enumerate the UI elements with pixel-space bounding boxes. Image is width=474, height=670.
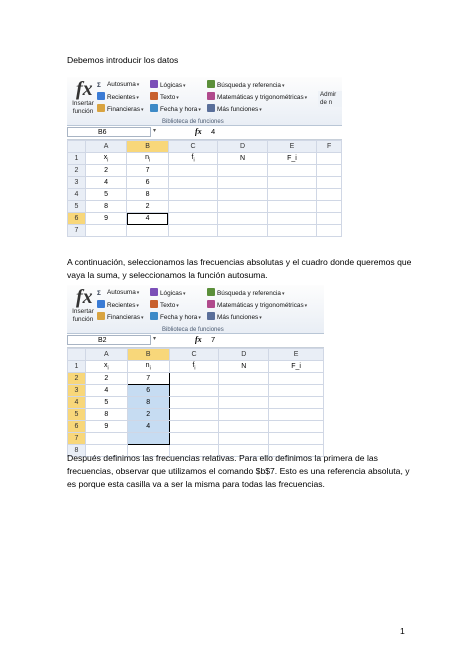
cell[interactable] — [168, 189, 217, 201]
fx-icon[interactable]: fx — [195, 127, 202, 136]
cell[interactable] — [85, 433, 127, 445]
column-header-a[interactable]: A — [85, 141, 127, 153]
spreadsheet-grid — [67, 140, 342, 237]
cell[interactable] — [267, 213, 316, 225]
formula-bar — [67, 334, 324, 348]
more-functions-button[interactable]: Más funciones▾ — [207, 312, 262, 322]
insert-function-icon[interactable]: fx — [76, 78, 93, 100]
cell[interactable] — [317, 189, 342, 201]
cell[interactable] — [168, 213, 217, 225]
header-cell-n[interactable]: $n_i$ — [127, 153, 169, 165]
formula-bar — [67, 126, 342, 140]
logical-button[interactable]: Lógicas▾ — [150, 288, 186, 298]
cell[interactable] — [269, 373, 324, 385]
chevron-down-icon: ▾ — [136, 82, 140, 88]
cell[interactable] — [168, 165, 217, 177]
lookup-icon — [207, 288, 215, 296]
cell-n[interactable]: 6 — [127, 177, 169, 189]
selected-cell-n[interactable]: 2 — [127, 409, 169, 421]
cell[interactable] — [269, 409, 324, 421]
cell[interactable] — [269, 433, 324, 445]
chevron-down-icon: ▾ — [141, 107, 144, 113]
cell-x[interactable]: 9 — [85, 213, 127, 225]
name-box[interactable]: B2 — [67, 335, 151, 345]
row-header[interactable]: 7 — [68, 433, 86, 445]
row-header[interactable]: 4 — [68, 189, 86, 201]
cell-n[interactable]: 2 — [127, 201, 169, 213]
calendar-icon — [150, 104, 158, 112]
name-box[interactable]: B6 — [67, 127, 151, 137]
row-header[interactable]: 3 — [68, 177, 86, 189]
cell[interactable] — [219, 373, 269, 385]
more-functions-button[interactable]: Más funciones▾ — [207, 104, 262, 114]
row-header[interactable]: 3 — [68, 385, 86, 397]
chevron-down-icon: ▾ — [281, 291, 285, 297]
row-header[interactable]: 7 — [68, 225, 86, 237]
autosum-paragraph: A continuación, seleccionamos las frecuencias absolutas y el cuadro donde queremos que vaya la suma, y seleccionamos la función autosuma. — [67, 257, 412, 280]
cell[interactable] — [269, 385, 324, 397]
insert-function-icon[interactable]: fx — [76, 286, 93, 308]
name-manager-button[interactable]: Admir de n — [318, 91, 342, 107]
excel-screenshot-2 — [67, 285, 324, 454]
cell[interactable] — [219, 385, 269, 397]
chevron-down-icon: ▾ — [304, 95, 308, 101]
formulas-ribbon — [67, 77, 342, 126]
sigma-icon: Σ — [97, 82, 101, 89]
row-header[interactable]: 4 — [68, 397, 86, 409]
cell[interactable] — [219, 421, 269, 433]
math-trig-button[interactable]: Matemáticas y trigonométricas▾ — [207, 300, 307, 310]
cell[interactable] — [168, 177, 217, 189]
chevron-down-icon: ▾ — [176, 95, 179, 101]
column-header-c[interactable]: C — [169, 349, 219, 361]
page-number: 1 — [400, 626, 405, 636]
cell[interactable] — [218, 177, 267, 189]
cell[interactable] — [317, 153, 342, 165]
insert-function-label[interactable]: Insertar función — [72, 308, 94, 323]
function-library-label: Biblioteca de funciones — [162, 119, 224, 125]
chevron-down-icon: ▾ — [198, 107, 201, 113]
chevron-down-icon: ▾ — [183, 83, 186, 89]
chevron-down-icon: ▾ — [281, 83, 285, 89]
cell[interactable] — [267, 165, 316, 177]
chevron-down-icon: ▾ — [183, 291, 186, 297]
financial-button[interactable]: Financieras▾ — [97, 312, 144, 322]
cell[interactable] — [169, 385, 219, 397]
cell-x[interactable]: 2 — [85, 165, 127, 177]
cell[interactable] — [219, 397, 269, 409]
active-cell[interactable]: 4 — [127, 213, 169, 225]
formula-input[interactable]: 7 — [211, 335, 216, 344]
sum-target-cell[interactable] — [127, 433, 169, 445]
column-header-e[interactable]: E — [267, 141, 316, 153]
recent-icon — [97, 92, 105, 100]
cell[interactable] — [169, 433, 219, 445]
active-cell[interactable]: 7 — [127, 373, 169, 385]
cell[interactable] — [168, 225, 217, 237]
more-functions-icon — [207, 104, 215, 112]
cell[interactable] — [168, 201, 217, 213]
header-cell-x[interactable]: $x_i$ — [85, 361, 127, 373]
chevron-down-icon: ▾ — [136, 303, 139, 309]
date-time-button[interactable]: Fecha y hora▾ — [150, 312, 201, 322]
selected-cell-n[interactable]: 6 — [127, 385, 169, 397]
math-icon — [207, 300, 215, 308]
cell-x[interactable]: 8 — [85, 409, 127, 421]
cell-x[interactable]: 4 — [85, 177, 127, 189]
row-header[interactable]: 8 — [68, 445, 86, 457]
spreadsheet-grid — [67, 348, 324, 457]
lookup-button[interactable]: Búsqueda y referencia▾ — [207, 80, 284, 90]
text-button[interactable]: Texto▾ — [150, 300, 179, 310]
text-icon — [150, 300, 158, 308]
cell-n[interactable]: 7 — [127, 165, 169, 177]
cell[interactable] — [219, 409, 269, 421]
function-library-label: Biblioteca de funciones — [162, 327, 224, 333]
sigma-icon: Σ — [97, 290, 101, 297]
cell[interactable] — [317, 201, 342, 213]
recent-icon — [97, 300, 105, 308]
selected-cell-n[interactable]: 4 — [127, 421, 169, 433]
chevron-down-icon: ▾ — [304, 303, 308, 309]
math-icon — [207, 92, 215, 100]
column-header-f[interactable]: F — [317, 141, 342, 153]
intro-paragraph: Debemos introducir los datos — [67, 55, 179, 65]
cell-x[interactable]: 4 — [85, 385, 127, 397]
row-header[interactable]: 6 — [68, 421, 86, 433]
chevron-down-icon[interactable]: ▾ — [153, 336, 157, 342]
row-header[interactable]: 1 — [68, 153, 86, 165]
autosum-button[interactable]: Σ Autosuma▾ — [97, 81, 140, 89]
column-header-c[interactable]: C — [168, 141, 217, 153]
chevron-down-icon: ▾ — [259, 107, 262, 113]
column-header-d[interactable]: D — [218, 141, 267, 153]
chevron-down-icon: ▾ — [259, 315, 262, 321]
chevron-down-icon: ▾ — [136, 95, 139, 101]
more-functions-icon — [207, 312, 215, 320]
row-header[interactable]: 5 — [68, 409, 86, 421]
cell-x[interactable]: 5 — [85, 397, 127, 409]
cell[interactable] — [317, 225, 342, 237]
cell[interactable] — [317, 165, 342, 177]
chevron-down-icon: ▾ — [136, 290, 140, 296]
column-header-a[interactable]: A — [85, 349, 127, 361]
calendar-icon — [150, 312, 158, 320]
cell[interactable] — [317, 213, 342, 225]
cell[interactable] — [269, 421, 324, 433]
cell[interactable] — [269, 397, 324, 409]
financial-button[interactable]: Financieras▾ — [97, 104, 144, 114]
cell[interactable] — [218, 213, 267, 225]
cell[interactable] — [219, 433, 269, 445]
autosum-button[interactable]: Σ Autosuma▾ — [97, 289, 140, 297]
text-icon — [150, 92, 158, 100]
row-header[interactable]: 2 — [68, 373, 86, 385]
column-header-b[interactable]: B — [127, 141, 169, 153]
recent-button[interactable]: Recientes▾ — [97, 92, 139, 102]
column-header-d[interactable]: D — [219, 349, 269, 361]
selected-cell-n[interactable]: 8 — [127, 397, 169, 409]
cell[interactable] — [218, 225, 267, 237]
excel-screenshot-1 — [67, 77, 342, 247]
cell[interactable] — [267, 189, 316, 201]
header-cell-F[interactable]: F_i — [269, 361, 324, 373]
cell[interactable] — [85, 225, 127, 237]
cell[interactable] — [218, 165, 267, 177]
logical-icon — [150, 80, 158, 88]
header-cell-x[interactable]: $x_i$ — [85, 153, 127, 165]
cell[interactable] — [169, 409, 219, 421]
corner-cell[interactable] — [68, 349, 86, 361]
lookup-icon — [207, 80, 215, 88]
cell[interactable] — [218, 201, 267, 213]
cell[interactable] — [169, 397, 219, 409]
cell[interactable] — [267, 201, 316, 213]
cell[interactable] — [267, 177, 316, 189]
cell[interactable] — [169, 373, 219, 385]
cell[interactable] — [317, 177, 342, 189]
column-header-e[interactable]: E — [269, 349, 324, 361]
date-time-button[interactable]: Fecha y hora▾ — [150, 104, 201, 114]
relative-frequency-paragraph: Después definimos las frecuencias relativas. Para ello definimos la primera de las frecuencias, observar que utilizamos el comando $b$7. Esto es una referencia absoluta, y es porque esta casilla va a ser la misma para todas las frecuencias. — [67, 453, 410, 489]
cell-x[interactable]: 9 — [85, 421, 127, 433]
corner-cell[interactable] — [68, 141, 86, 153]
fx-icon[interactable]: fx — [195, 335, 202, 344]
header-cell-f[interactable]: $f_i$ — [169, 361, 219, 373]
cell[interactable] — [127, 225, 169, 237]
formulas-ribbon — [67, 285, 324, 334]
cell-x[interactable]: 5 — [85, 189, 127, 201]
chevron-down-icon: ▾ — [198, 315, 201, 321]
lookup-button[interactable]: Búsqueda y referencia▾ — [207, 288, 284, 298]
cell[interactable] — [169, 421, 219, 433]
cell-x[interactable]: 8 — [85, 201, 127, 213]
logical-button[interactable]: Lógicas▾ — [150, 80, 186, 90]
row-header[interactable]: 5 — [68, 201, 86, 213]
financial-icon — [97, 104, 105, 112]
header-cell-n[interactable]: $n_i$ — [127, 361, 169, 373]
header-cell-N[interactable]: N — [218, 153, 267, 165]
chevron-down-icon: ▾ — [176, 303, 179, 309]
row-header[interactable]: 6 — [68, 213, 86, 225]
header-cell-F[interactable]: F_i — [267, 153, 316, 165]
header-cell-N[interactable]: N — [219, 361, 269, 373]
row-header[interactable]: 2 — [68, 165, 86, 177]
logical-icon — [150, 288, 158, 296]
insert-function-label[interactable]: Insertar función — [72, 100, 94, 115]
chevron-down-icon: ▾ — [141, 315, 144, 321]
row-header[interactable]: 1 — [68, 361, 86, 373]
header-cell-f[interactable]: $f_i$ — [168, 153, 217, 165]
formula-input[interactable]: 4 — [211, 127, 216, 136]
cell[interactable] — [218, 189, 267, 201]
column-header-b[interactable]: B — [127, 349, 169, 361]
math-trig-button[interactable]: Matemáticas y trigonométricas▾ — [207, 92, 307, 102]
cell-x[interactable]: 2 — [85, 373, 127, 385]
cell[interactable] — [267, 225, 316, 237]
chevron-down-icon[interactable]: ▾ — [153, 128, 157, 134]
text-button[interactable]: Texto▾ — [150, 92, 179, 102]
financial-icon — [97, 312, 105, 320]
recent-button[interactable]: Recientes▾ — [97, 300, 139, 310]
cell-n[interactable]: 8 — [127, 189, 169, 201]
